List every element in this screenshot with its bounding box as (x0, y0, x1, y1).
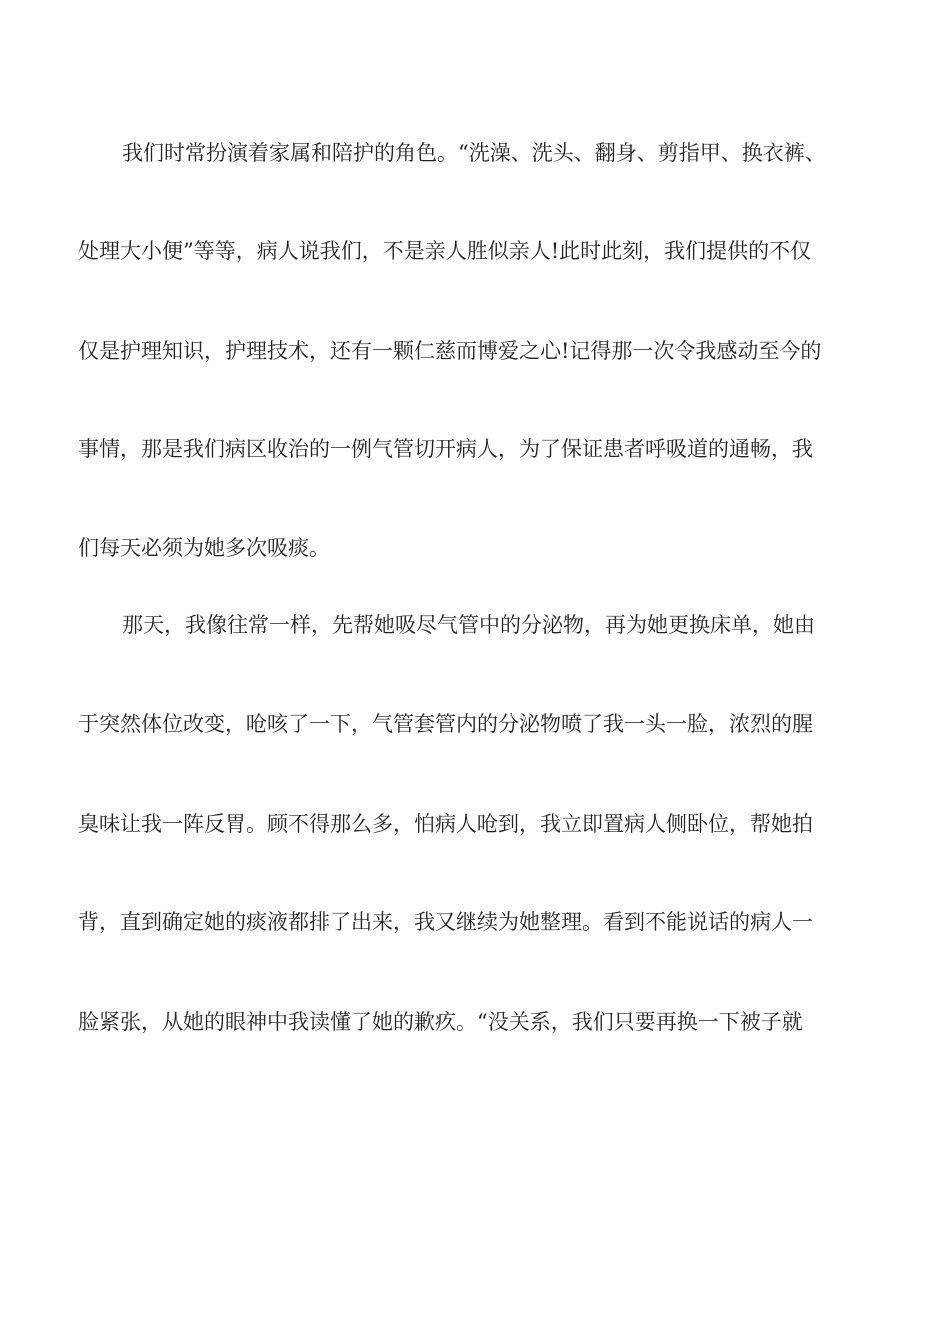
paragraph-1-line-1: 我们时常扮演着家属和陪护的角色。“洗澡、洗头、翻身、剪指甲、换衣裤、 (122, 141, 826, 165)
paragraph-1-line-4: 事情，那是我们病区收治的一例气管切开病人，为了保证患者呼吸道的通畅，我 (78, 437, 813, 461)
paragraph-1-line-2: 处理大小便”等等，病人说我们，不是亲人胜似亲人!此时此刻，我们提供的不仅 (78, 239, 812, 263)
paragraph-2-line-3: 臭味让我一阵反胃。顾不得那么多，怕病人呛到，我立即置病人侧卧位，帮她拍 (78, 812, 813, 836)
paragraph-1-line-3: 仅是护理知识，护理技术，还有一颗仁慈而博爱之心!记得那一次令我感动至今的 (78, 339, 822, 363)
paragraph-2-line-1: 那天，我像往常一样，先帮她吸尽气管中的分泌物，再为她更换床单，她由 (122, 613, 815, 637)
paragraph-2-line-4: 背，直到确定她的痰液都排了出来，我又继续为她整理。看到不能说话的病人一 (78, 910, 813, 934)
paragraph-2-line-5: 脸紧张，从她的眼神中我读懂了她的歉疚。“没关系，我们只要再换一下被子就 (78, 1010, 803, 1034)
paragraph-2-line-2: 于突然体位改变，呛咳了一下，气管套管内的分泌物喷了我一头一脸，浓烈的腥 (78, 712, 813, 736)
paragraph-1-line-5: 们每天必须为她多次吸痰。 (78, 536, 330, 560)
